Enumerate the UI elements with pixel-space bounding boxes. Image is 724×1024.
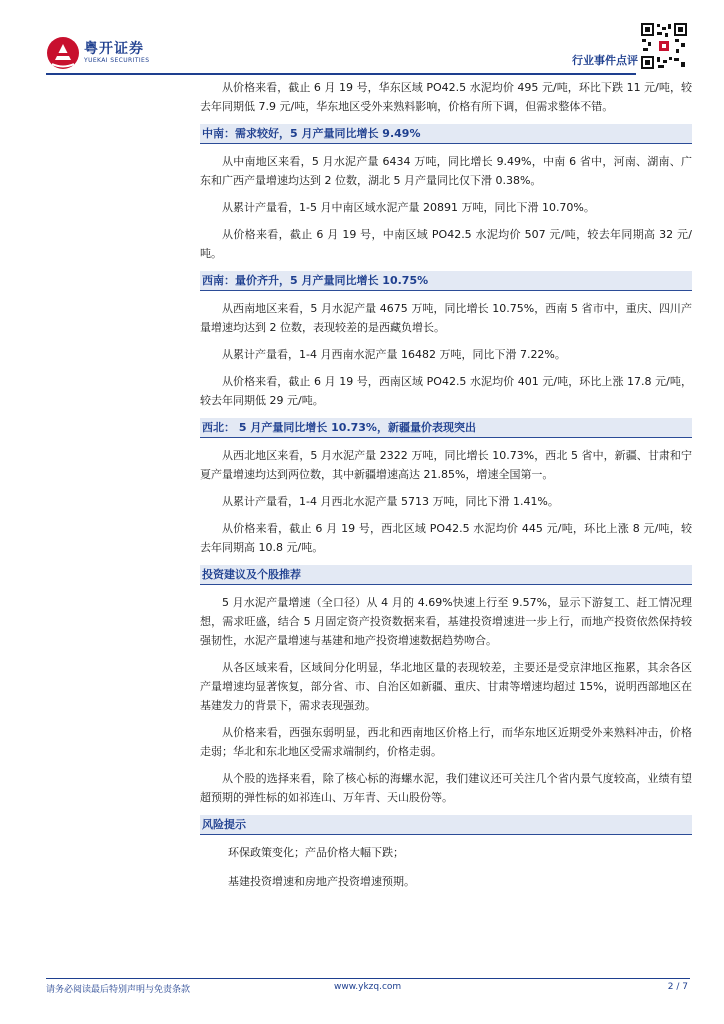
risk-heading: 风险提示 [200, 815, 692, 835]
page-number: 2 / 7 [667, 982, 688, 992]
southwest-output-paragraph: 从西南地区来看，5 月水泥产量 4675 万吨，同比增长 10.75%，西南 5 省市中，重庆、四川产量增速均达到 2 位数，表现较差的是西藏负增长。 [200, 302, 692, 334]
northwest-price-paragraph: 从价格来看，截止 6 月 19 号，西北区域 PO42.5 水泥均价 445 元/吨，环比上涨 8 元/吨，较去年同期高 10.8 元/吨。 [200, 522, 692, 554]
northwest-heading: 西北： 5 月产量同比增长 10.73%，新疆量价表现突出 [200, 418, 692, 438]
risk-item-1: 环保政策变化；产品价格大幅下跌； [228, 846, 404, 859]
central-south-output-paragraph: 从中南地区来看，5 月水泥产量 6434 万吨，同比增长 9.49%，中南 6 省中，河南、湖南、广东和广西产量增速均达到 2 位数，湖北 5 月产量同比仅下滑 0.38%。 [200, 155, 692, 187]
southwest-heading: 西南：量价齐升，5 月产量同比增长 10.75% [200, 271, 692, 291]
company-logo [46, 36, 166, 70]
yuekai-logo-icon [46, 36, 80, 70]
page-header [0, 0, 724, 80]
southwest-cumulative-paragraph: 从累计产量看，1-4 月西南水泥产量 16482 万吨，同比下滑 7.22%。 [222, 348, 566, 361]
risk-item-2: 基建投资增速和房地产投资增速预期。 [228, 875, 415, 888]
southwest-price-paragraph: 从价格来看，截止 6 月 19 号，西南区域 PO42.5 水泥均价 401 元/吨，环比上涨 17.8 元/吨，较去年同期低 29 元/吨。 [200, 375, 692, 407]
investment-paragraph-4: 从个股的选择来看，除了核心标的海螺水泥，我们建议还可关注几个省内景气度较高，业绩有望超预期的弹性标的如祁连山、万年青、天山股份等。 [200, 772, 692, 804]
logo-chinese-name: 粤开证券 [84, 41, 144, 57]
article-body [200, 78, 692, 901]
investment-advice-heading: 投资建议及个股推荐 [200, 565, 692, 585]
central-south-cumulative-paragraph: 从累计产量看，1-5 月中南区域水泥产量 20891 万吨，同比下滑 10.70%。 [222, 201, 595, 214]
central-south-heading: 中南：需求较好，5 月产量同比增长 9.49% [200, 124, 692, 144]
footer-disclaimer: 请务必阅读最后特别声明与免责条款 [46, 985, 191, 995]
investment-paragraph-2: 从各区域来看，区域间分化明显，华北地区量的表现较差，主要还是受京津地区拖累，其余各区产量增速均显著恢复，部分省、市、自治区如新疆、重庆、甘肃等增速均超过 15%，说明西部地区在基建发力的背景下，需求表现强劲。 [200, 661, 692, 712]
northwest-output-paragraph: 从西北地区来看，5 月水泥产量 2322 万吨，同比增长 10.73%，西北 5 省中，新疆、甘肃和宁夏产量增速均达到两位数，其中新疆增速高达 21.85%，增速全国第一。 [200, 449, 692, 481]
logo-english-name: YUEKAI SECURITIES [84, 57, 150, 64]
central-south-price-paragraph: 从价格来看，截止 6 月 19 号，中南区域 PO42.5 水泥均价 507 元/吨，较去年同期高 32 元/吨。 [200, 228, 692, 260]
footer-website-link[interactable]: www.ykzq.com [334, 982, 402, 992]
report-type-label: 行业事件点评 [572, 54, 638, 67]
header-divider [46, 73, 636, 75]
investment-paragraph-3: 从价格来看，西强东弱明显，西北和西南地区价格上行，而华东地区近期受外来熟料冲击，价格走弱；华北和东北地区受需求端制约，价格走弱。 [200, 726, 692, 758]
northwest-cumulative-paragraph: 从累计产量看，1-4 月西北水泥产量 5713 万吨，同比下滑 1.41%。 [222, 495, 559, 508]
footer-divider [46, 978, 690, 979]
east-price-paragraph: 从价格来看，截止 6 月 19 号，华东区域 PO42.5 水泥均价 495 元/吨，环比下跌 11 元/吨，较去年同期低 7.9 元/吨，华东地区受外来熟料影响，价格有所下调，但需求整体不错。 [200, 81, 692, 113]
investment-paragraph-1: 5 月水泥产量增速（全口径）从 4 月的 4.69%快速上行至 9.57%，显示下游复工、赶工情况理想，需求旺盛，结合 5 月固定资产投资数据来看，基建投资增速进一步上行，而地产投资依然保持较强韧性，水泥产量增速与基建和地产投资增速数据趋势吻合。 [200, 596, 692, 647]
qr-code-icon [640, 22, 688, 70]
